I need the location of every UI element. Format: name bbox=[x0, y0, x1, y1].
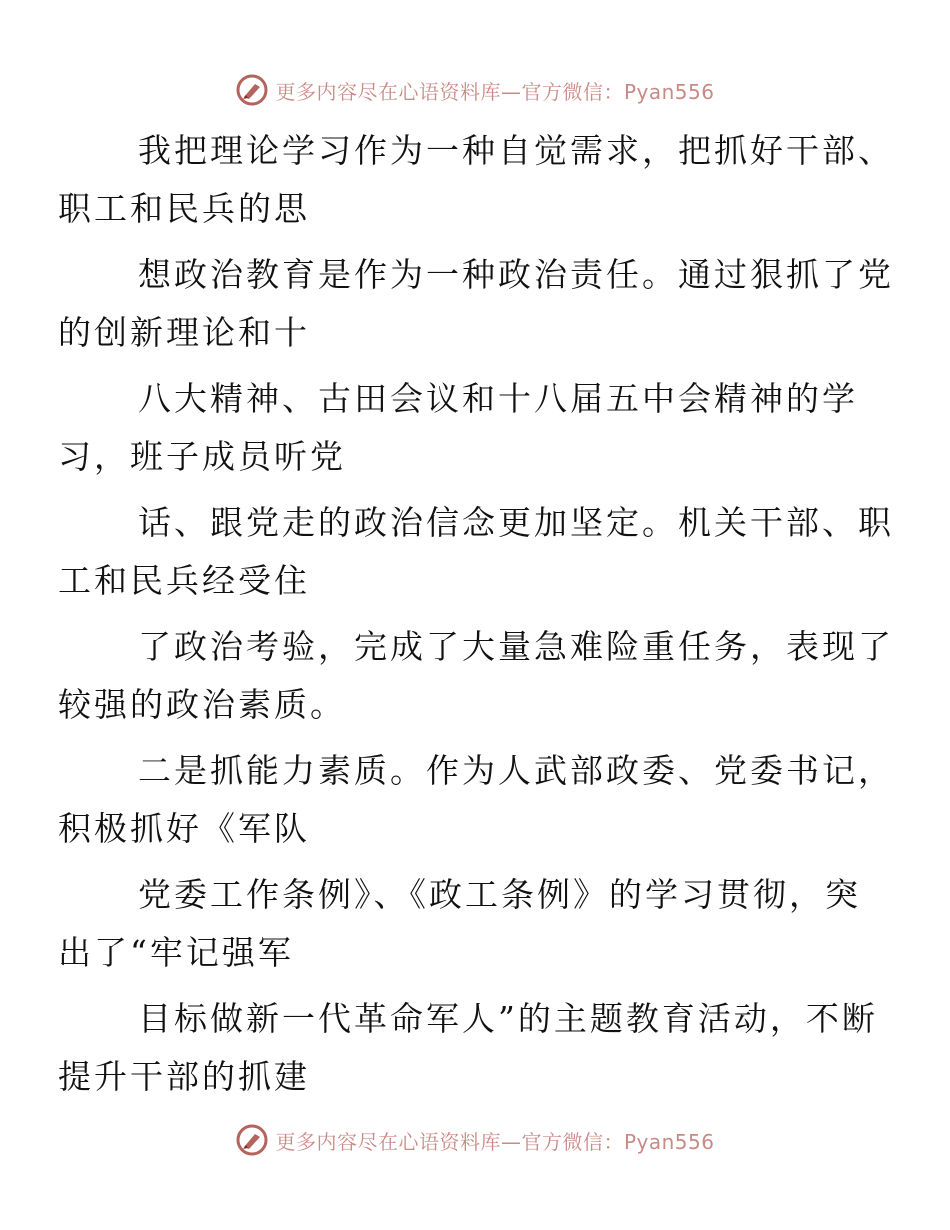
text-line: 提升干部的抓建 bbox=[58, 1057, 310, 1096]
text-line: 的创新理论和十 bbox=[58, 313, 310, 352]
paragraph bbox=[58, 494, 894, 610]
paragraph bbox=[58, 370, 858, 486]
text-line: 目标做新一代革命军人”的主题教育活动，不断 bbox=[138, 999, 878, 1038]
header-watermark bbox=[0, 70, 950, 110]
paragraph bbox=[58, 866, 861, 982]
pen-nib-logo-icon bbox=[235, 1123, 269, 1157]
text-line: 想政治教育是作为一种政治责任。通过狠抓了党 bbox=[138, 255, 894, 294]
text-line: 习，班子成员听党 bbox=[58, 437, 346, 476]
paragraph bbox=[58, 618, 894, 734]
pen-nib-logo-icon bbox=[235, 73, 269, 107]
paragraph bbox=[58, 742, 894, 858]
text-line: 二是抓能力素质。作为人武部政委、党委书记， bbox=[138, 751, 894, 790]
paragraph bbox=[58, 246, 894, 362]
footer-watermark bbox=[0, 1120, 950, 1160]
text-line: 出了“牢记强军 bbox=[58, 933, 294, 972]
text-line: 话、跟党走的政治信念更加坚定。机关干部、职 bbox=[138, 503, 894, 542]
paragraph bbox=[58, 122, 894, 238]
document-body bbox=[58, 122, 894, 1114]
text-line: 工和民兵经受住 bbox=[58, 561, 310, 600]
paragraph bbox=[58, 990, 878, 1106]
text-line: 八大精神、古田会议和十八届五中会精神的学 bbox=[138, 379, 858, 418]
text-line: 了政治考验，完成了大量急难险重任务，表现了 bbox=[138, 627, 894, 666]
text-line: 职工和民兵的思 bbox=[58, 189, 310, 228]
watermark-text: 更多内容尽在心语资料库—官方微信：Pyan556 bbox=[275, 79, 715, 104]
text-line: 党委工作条例》、《政工条例》的学习贯彻，突 bbox=[138, 875, 861, 914]
text-line: 积极抓好《军队 bbox=[58, 809, 310, 848]
watermark-text: 更多内容尽在心语资料库—官方微信：Pyan556 bbox=[275, 1129, 715, 1154]
text-line: 较强的政治素质。 bbox=[58, 685, 346, 724]
text-line: 我把理论学习作为一种自觉需求，把抓好干部、 bbox=[138, 131, 894, 170]
